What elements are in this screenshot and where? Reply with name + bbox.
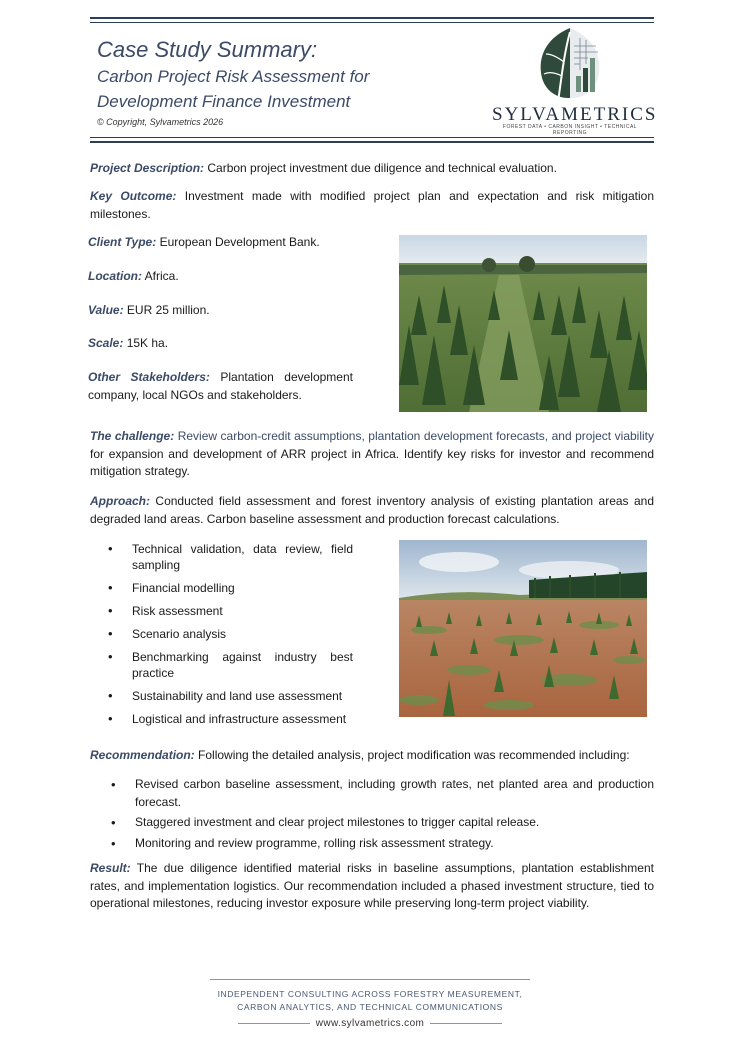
list-item: • Scenario analysis	[132, 626, 353, 642]
fact-value: European Development Bank.	[156, 235, 320, 249]
footer-tagline-line-2: CARBON ANALYTICS, AND TECHNICAL COMMUNICATIONS	[237, 1002, 503, 1012]
logo-wordmark: SYLVAMETRICS	[492, 104, 658, 125]
fact-scale	[88, 335, 358, 353]
fact-label: Value:	[88, 303, 124, 317]
challenge-highlight: Review carbon-credit assumptions, plantation development forecasts, and project viability	[174, 429, 654, 443]
page-subtitle-line-2: Development Finance Investment	[97, 92, 351, 111]
header-bottom-rule	[90, 141, 654, 143]
fact-value: Africa.	[142, 269, 179, 283]
result-label: Result:	[90, 861, 131, 875]
title-block	[97, 36, 477, 127]
logo-tagline: FOREST DATA • CARBON INSIGHT • TECHNICAL REPORTING	[502, 124, 638, 136]
fact-value: EUR 25 million.	[123, 303, 210, 317]
website-link[interactable]: www.sylvametrics.com	[315, 1018, 425, 1029]
copyright-notice: © Copyright, Sylvametrics 2026	[97, 117, 224, 127]
list-item: • Technical validation, data review, field sampling	[132, 541, 353, 573]
approach-text: Conducted field assessment and forest inventory analysis of existing plantation areas and degraded land areas. Carbon baseline assessment and production forecast calculations.	[90, 494, 654, 526]
fact-value: 15K ha.	[123, 336, 169, 350]
list-item: • Financial modelling	[132, 580, 353, 596]
recommendation-text: Following the detailed analysis, project modification was recommended including:	[194, 748, 630, 762]
challenge-text: for expansion and development of ARR project in Africa. Identify key risks for investor and recommend mitigation strategy.	[90, 446, 654, 478]
page-subtitle-line-1: Carbon Project Risk Assessment for	[97, 67, 370, 86]
sylvametrics-logo	[492, 24, 658, 136]
fact-label: Other Stakeholders:	[88, 370, 210, 384]
list-item: • Revised carbon baseline assessment, including growth rates, net planted area and production forecast.	[135, 776, 654, 811]
footer-website	[210, 1018, 530, 1029]
challenge	[90, 428, 654, 481]
header-bottom-rule-thin	[90, 137, 654, 138]
project-description-text: Carbon project investment due diligence and technical evaluation.	[204, 161, 557, 175]
list-item: • Sustainability and land use assessment	[132, 688, 353, 704]
seedling-planting-photo	[399, 540, 647, 717]
approach-bullet-list	[132, 541, 353, 727]
recommendation-label: Recommendation:	[90, 748, 195, 762]
fact-label: Location:	[88, 269, 142, 283]
fact-value: Plantation development company, local NGOs and stakeholders.	[88, 370, 353, 402]
project-description	[90, 160, 654, 178]
list-item: • Logistical and infrastructure assessment	[132, 711, 353, 727]
fact-location	[88, 268, 358, 286]
footer-rule	[210, 979, 530, 980]
result	[90, 860, 654, 913]
header-top-rule	[90, 17, 654, 19]
fact-label: Scale:	[88, 336, 124, 350]
recommendation-bullet-list	[135, 776, 654, 852]
list-item: • Risk assessment	[132, 603, 353, 619]
recommendation	[90, 747, 660, 765]
approach	[90, 493, 654, 528]
fact-other-stakeholders	[88, 369, 353, 404]
fact-value-amount	[88, 302, 358, 320]
key-outcome-text: Investment made with modified project plan and expectation and risk mitigation milestones.	[90, 189, 654, 221]
key-outcome	[90, 188, 654, 223]
list-item: • Monitoring and review programme, rolling risk assessment strategy.	[135, 835, 654, 853]
leaf-logo-icon	[492, 24, 648, 104]
list-item: • Staggered investment and clear project milestones to trigger capital release.	[135, 814, 654, 832]
fact-label: Client Type:	[88, 235, 157, 249]
approach-label: Approach:	[90, 494, 150, 508]
list-item: • Benchmarking against industry best practice	[132, 649, 353, 681]
footer-tagline-line-1: INDEPENDENT CONSULTING ACROSS FORESTRY MEASUREMENT,	[217, 989, 523, 999]
footer-dash-left	[238, 1023, 310, 1024]
plantation-rows-photo	[399, 235, 647, 412]
key-outcome-label: Key Outcome:	[90, 189, 177, 203]
challenge-label: The challenge:	[90, 429, 175, 443]
fact-client-type	[88, 234, 358, 252]
footer-dash-right	[430, 1023, 502, 1024]
header-top-rule-thin	[90, 22, 654, 23]
project-description-label: Project Description:	[90, 161, 205, 175]
page-title: Case Study Summary:	[97, 37, 318, 62]
result-text: The due diligence identified material risks in baseline assumptions, plantation establishment rates, and implementation logistics. Our recommendation included a phased investment structure, tied to operational milestones, reducing investor exposure while preserving long-term project viability.	[90, 861, 654, 910]
